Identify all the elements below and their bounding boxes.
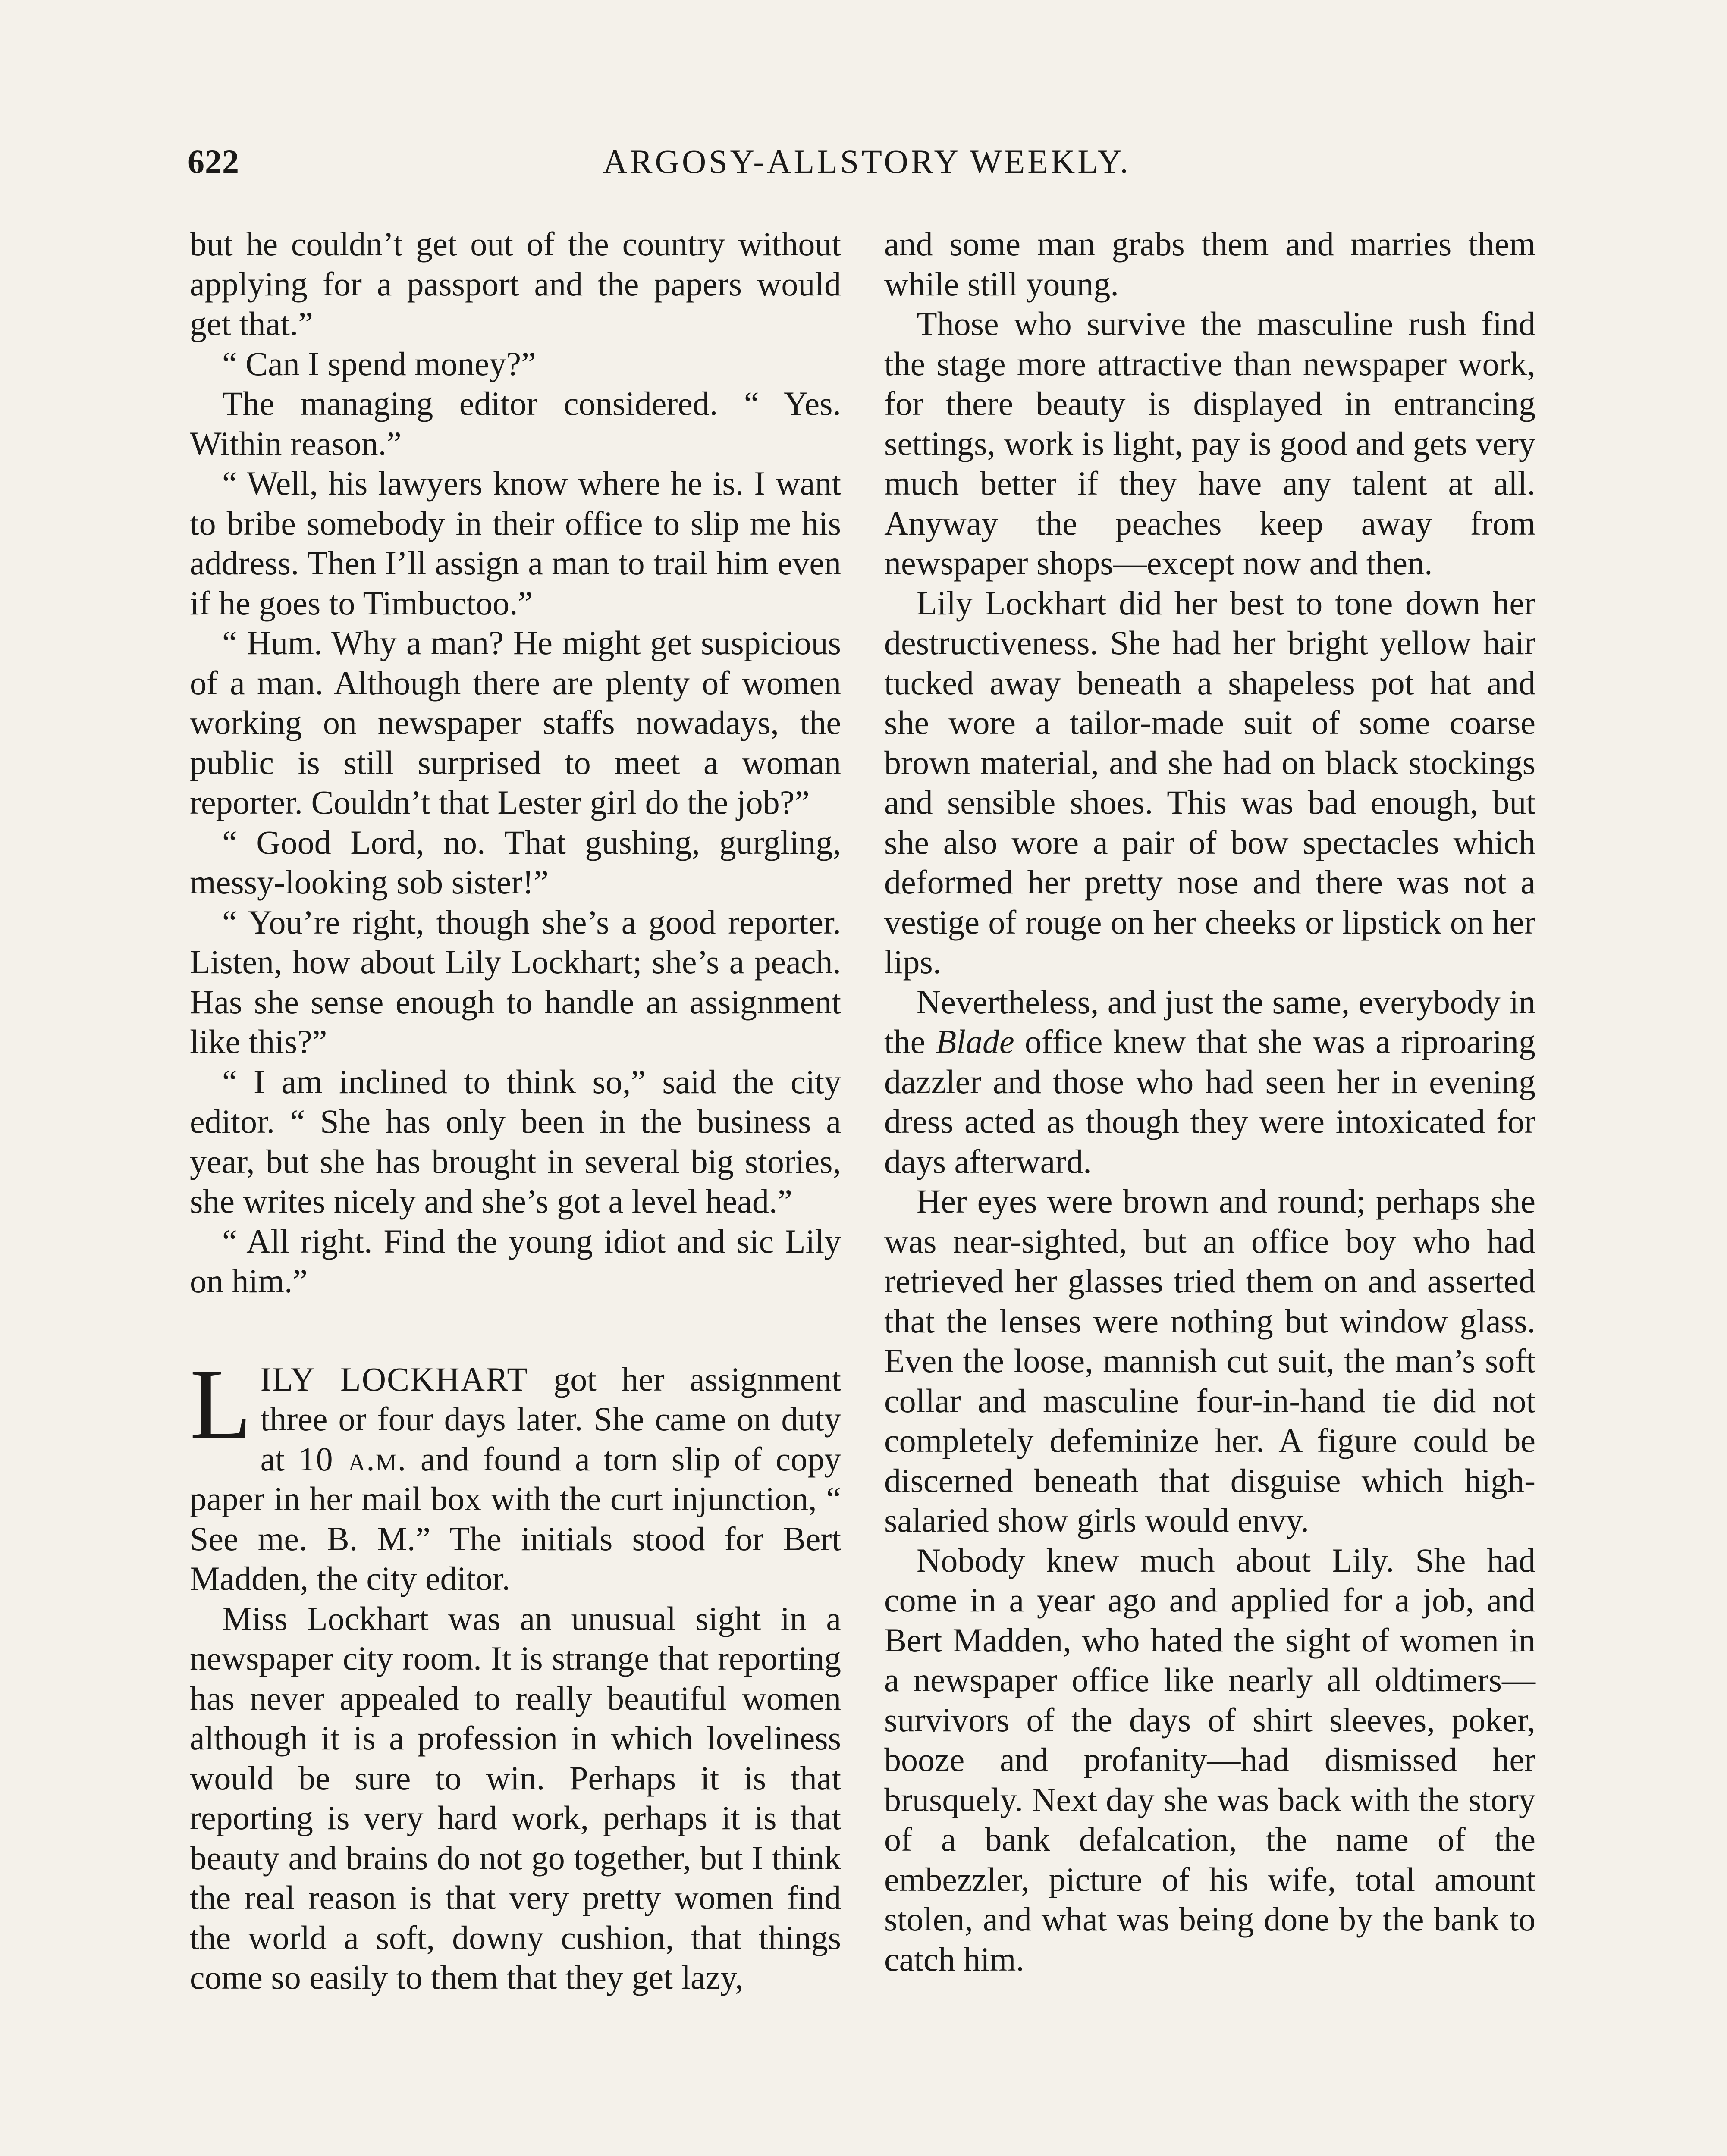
running-title: ARGOSY-ALLSTORY WEEKLY. [603, 143, 1131, 180]
paragraph-text: got her assignment three or four days later. She came on duty at [260, 1360, 841, 1478]
paragraph-text: office knew that she was a riproaring dazzler and those who had seen her in evening dress acted as though they were intoxicated for days afterward. [884, 1023, 1535, 1180]
paragraph: “ You’re right, though she’s a good reporter. Listen, how about Lily Lockhart; she’s a peach. Has she sense enough to handle an assignment like this?” [190, 903, 841, 1060]
left-column [190, 224, 841, 2156]
page-number: 622 [188, 143, 239, 180]
drop-cap: L [190, 1348, 252, 1460]
paragraph: “ Good Lord, no. That gushing, gurgling, messy-looking sob sister!” [190, 823, 841, 901]
section-break [190, 1301, 841, 1360]
time-text: 10 a.m. [298, 1440, 407, 1478]
paragraph: Her eyes were brown and round; perhaps she was near-sighted, but an office boy who had retrieved her glasses tried them on and asserted that the lenses were nothing but window glass. Even the loose, mannish cut suit, the man’s soft collar and masculine four-in-hand tie did not completely defeminize her. A figure could be discerned beneath that disguise which high-salaried show girls would envy. [884, 1182, 1535, 1539]
paragraph: The managing editor considered. “ Yes. Within reason.” [190, 385, 841, 462]
paragraph: “ All right. Find the young idiot and sic Lily on him.” [190, 1222, 841, 1300]
paragraph-text: Nevertheless, and just the same, everybody in the [884, 983, 1535, 1060]
paragraph: Miss Lockhart was an unusual sight in a newspaper city room. It is strange that reporting has never appealed to really beautiful women although it is a profession in which loveliness would be sure to win. Perhaps it is that reporting is very hard work, perhaps it is that beauty and brains do not go together, but I think the real reason is that very pretty women find the world a soft, downy cushion, that things come so easily to them that they get lazy, [190, 1599, 841, 1996]
paragraph: Nobody knew much about Lily. She had come in a year ago and applied for a job, and Bert Madden, who hated the sight of women in a newspaper office like nearly all oldtimers—survivors of the days of shirt sleeves, poker, booze and profanity—had dismissed her brusquely. Next day she was back with the story of a bank defalcation, the name of the embezzler, picture of his wife, total amount stolen, and what was being done by the bank to catch him. [884, 1541, 1535, 1978]
paragraph: Lily Lockhart did her best to tone down her destructiveness. She had her bright yellow hair tucked away beneath a shapeless pot hat and she wore a tailor-made suit of some coarse brown material, and she had on black stockings and sensible shoes. This was bad enough, but she also wore a pair of bow spectacles which deformed her pretty nose and there was not a vestige of rouge on her cheeks or lipstick on her lips. [884, 584, 1535, 981]
newspaper-name: Blade [936, 1023, 1014, 1060]
page-header [188, 142, 1546, 194]
paragraph [884, 982, 1535, 1182]
paragraph: but he couldn’t get out of the country without applying for a passport and the papers would get that.” [190, 225, 841, 342]
paragraph: “ Well, his lawyers know where he is. I want to bribe somebody in their office to slip me his address. Then I’ll assign a man to trail him even if he goes to Timbuctoo.” [190, 464, 841, 622]
paragraph: “ Can I spend money?” [222, 345, 536, 382]
paragraph: “ I am inclined to think so,” said the city editor. “ She has only been in the business a year, but she has brought in several big stories, she writes nicely and she’s got a level head.” [190, 1062, 841, 1220]
paragraph-with-drop-cap [190, 1348, 842, 1599]
right-column [884, 224, 1535, 2156]
opening-caps: ILY LOCKHART [260, 1360, 529, 1398]
paragraph: “ Hum. Why a man? He might get suspicious of a man. Although there are plenty of women working on newspaper staffs nowadays, the public is still surprised to meet a woman reporter. Couldn’t that Lester girl do the job?” [190, 624, 841, 821]
paragraph: Those who survive the masculine rush find the stage more attractive than newspaper work, for there beauty is displayed in entrancing settings, work is light, pay is good and gets very much better if they have any talent at all. Anyway the peaches keep away from newspaper shops—except now and then. [884, 305, 1535, 582]
text-columns [190, 224, 1535, 2156]
paragraph-text: and found a torn slip of copy paper in her mail box with the curt injunction, “ See me. B. M.” The initials stood for Bert Madden, the city editor. [190, 1440, 842, 1597]
paragraph: and some man grabs them and marries them while still young. [884, 225, 1535, 303]
